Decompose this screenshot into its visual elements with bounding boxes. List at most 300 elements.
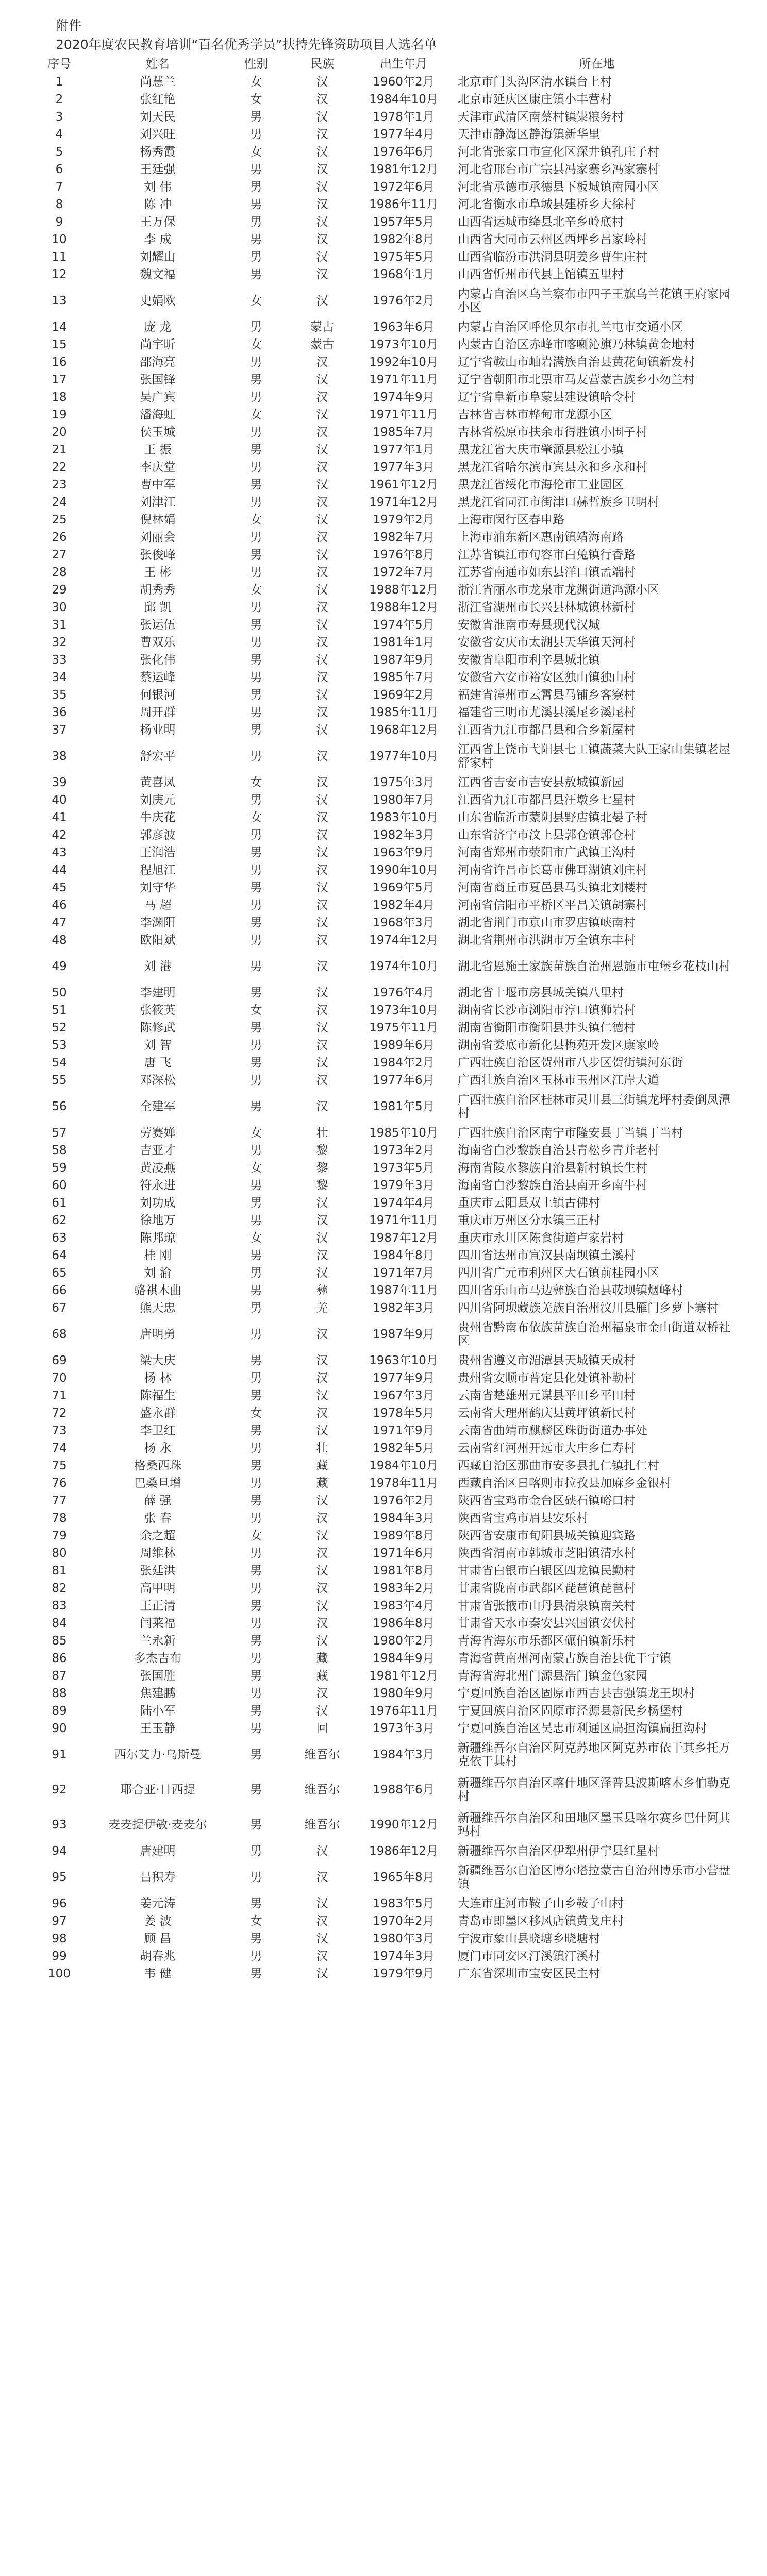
row-ethnicity: 维吾尔 bbox=[304, 1818, 340, 1832]
row-gender: 男 bbox=[250, 881, 262, 894]
row-birth: 1983年10月 bbox=[369, 811, 438, 824]
row-ethnicity: 汉 bbox=[316, 1231, 328, 1245]
row-location: 江苏省镇江市句容市白兔镇行香路 bbox=[458, 548, 636, 562]
row-ethnicity: 汉 bbox=[316, 163, 328, 176]
row-location: 云南省楚雄州元谋县平田乡平田村 bbox=[458, 1389, 636, 1402]
row-location: 贵州省安顺市普定县化处镇补勒村 bbox=[458, 1371, 636, 1385]
row-name: 曹双乐 bbox=[140, 636, 176, 649]
row-index: 23 bbox=[52, 478, 67, 492]
row-index: 96 bbox=[52, 1897, 67, 1910]
row-birth: 1975年11月 bbox=[369, 1021, 438, 1035]
row-index: 5 bbox=[55, 145, 63, 159]
row-gender: 女 bbox=[250, 811, 262, 824]
row-index: 46 bbox=[52, 899, 67, 912]
row-birth: 1981年1月 bbox=[373, 636, 435, 649]
row-gender: 女 bbox=[250, 1004, 262, 1017]
row-gender: 男 bbox=[250, 180, 262, 194]
row-index: 83 bbox=[52, 1599, 67, 1613]
row-name: 尚慧兰 bbox=[140, 75, 176, 89]
row-location: 陕西省渭南市韩城市芝阳镇清水村 bbox=[458, 1547, 636, 1560]
row-birth: 1961年12月 bbox=[369, 478, 438, 492]
table-row bbox=[26, 353, 741, 371]
row-name: 盛永群 bbox=[140, 1406, 176, 1420]
row-ethnicity: 汉 bbox=[316, 443, 328, 456]
document-title: 2020年度农民教育培训“百名优秀学员”扶持先锋资助项目人选名单 bbox=[56, 37, 437, 52]
row-birth: 1969年2月 bbox=[373, 688, 435, 702]
table-row bbox=[26, 774, 741, 791]
row-name: 刘 港 bbox=[144, 960, 172, 973]
row-location: 贵州省遵义市湄潭县天城镇天成村 bbox=[458, 1354, 636, 1367]
table-row bbox=[26, 1317, 741, 1352]
row-name: 韦 健 bbox=[144, 1967, 172, 1980]
row-index: 76 bbox=[52, 1477, 67, 1490]
table-row bbox=[26, 599, 741, 616]
row-name: 周开群 bbox=[140, 706, 176, 719]
row-index: 58 bbox=[52, 1144, 67, 1157]
row-location: 河南省许昌市长葛市佛耳湖镇刘庄村 bbox=[458, 863, 647, 877]
row-birth: 1982年7月 bbox=[373, 531, 435, 544]
row-birth: 1982年3月 bbox=[373, 828, 435, 842]
table-row bbox=[26, 1965, 741, 1982]
row-name: 刘津江 bbox=[140, 496, 176, 509]
row-birth: 1970年2月 bbox=[373, 1914, 435, 1928]
row-location: 厦门市同安区汀溪镇汀溪村 bbox=[458, 1950, 600, 1963]
header-name: 姓名 bbox=[146, 57, 170, 71]
row-ethnicity: 汉 bbox=[316, 75, 328, 89]
row-gender: 男 bbox=[250, 793, 262, 807]
row-location: 新疆维吾尔自治区伊犁州伊宁县红星村 bbox=[458, 1844, 659, 1858]
row-location: 福建省漳州市云霄县马铺乡客寮村 bbox=[458, 688, 636, 702]
row-gender: 男 bbox=[250, 268, 262, 281]
row-birth: 1981年12月 bbox=[369, 163, 438, 176]
table-row bbox=[26, 616, 741, 634]
row-birth: 1984年3月 bbox=[373, 1512, 435, 1525]
row-index: 73 bbox=[52, 1424, 67, 1437]
row-gender: 男 bbox=[250, 128, 262, 141]
row-gender: 男 bbox=[250, 1932, 262, 1945]
row-birth: 1982年4月 bbox=[373, 899, 435, 912]
row-name: 庞 龙 bbox=[144, 320, 172, 334]
row-birth: 1974年4月 bbox=[373, 1196, 435, 1210]
row-gender: 男 bbox=[250, 163, 262, 176]
table-row bbox=[26, 1124, 741, 1142]
row-index: 28 bbox=[52, 566, 67, 579]
row-location: 重庆市永川区陈食街道卢家岩村 bbox=[458, 1231, 624, 1245]
row-ethnicity: 汉 bbox=[316, 110, 328, 124]
row-birth: 1983年2月 bbox=[373, 1582, 435, 1595]
row-location: 云南省红河州开远市大庄乡仁寿村 bbox=[458, 1442, 636, 1455]
row-location: 黑龙江省大庆市肇源县松江小镇 bbox=[458, 443, 624, 456]
row-name: 麦麦提伊敏·麦麦尔 bbox=[108, 1818, 207, 1832]
row-ethnicity: 汉 bbox=[316, 1547, 328, 1560]
row-gender: 男 bbox=[250, 426, 262, 439]
row-location: 辽宁省阜新市阜蒙县建设镇哈令村 bbox=[458, 391, 636, 404]
row-name: 格桑西珠 bbox=[134, 1459, 181, 1472]
row-name: 张筱英 bbox=[140, 1004, 176, 1017]
row-ethnicity: 黎 bbox=[316, 1179, 328, 1192]
row-index: 71 bbox=[52, 1389, 67, 1402]
row-name: 李 成 bbox=[144, 233, 172, 246]
row-ethnicity: 汉 bbox=[316, 1529, 328, 1543]
row-name: 吕积寿 bbox=[140, 1871, 176, 1884]
row-birth: 1971年7月 bbox=[373, 1266, 435, 1280]
row-location: 广西壮族自治区玉林市玉州区江岸大道 bbox=[458, 1074, 659, 1087]
row-index: 10 bbox=[52, 233, 67, 246]
row-birth: 1987年12月 bbox=[369, 1231, 438, 1245]
row-ethnicity: 汉 bbox=[316, 828, 328, 842]
row-index: 66 bbox=[52, 1284, 67, 1297]
row-ethnicity: 汉 bbox=[316, 793, 328, 807]
row-name: 王 彬 bbox=[144, 566, 172, 579]
header-location: 所在地 bbox=[579, 57, 615, 71]
row-ethnicity: 汉 bbox=[316, 601, 328, 614]
row-location: 山东省临沂市蒙阴县野店镇北晏子村 bbox=[458, 811, 647, 824]
row-gender: 女 bbox=[250, 776, 262, 789]
row-gender: 男 bbox=[250, 1652, 262, 1665]
row-location: 云南省曲靖市麒麟区珠街街道办事处 bbox=[458, 1424, 647, 1437]
table-row bbox=[26, 1947, 741, 1965]
row-location: 辽宁省朝阳市北票市马友营蒙古族乡小勿兰村 bbox=[458, 373, 695, 386]
row-location: 广东省深圳市宝安区民主村 bbox=[458, 1967, 600, 1980]
row-index: 84 bbox=[52, 1617, 67, 1630]
row-gender: 男 bbox=[250, 355, 262, 369]
row-location: 青海省海北州门源县浩门镇金色家园 bbox=[458, 1669, 647, 1683]
row-gender: 男 bbox=[250, 1950, 262, 1963]
row-gender: 男 bbox=[250, 1871, 262, 1884]
row-location: 广西壮族自治区贺州市八步区贺街镇河东街 bbox=[458, 1056, 683, 1070]
row-index: 13 bbox=[52, 294, 67, 308]
row-birth: 1965年8月 bbox=[373, 1871, 435, 1884]
row-index: 24 bbox=[52, 496, 67, 509]
table-row bbox=[26, 826, 741, 844]
row-ethnicity: 汉 bbox=[316, 653, 328, 667]
row-location: 江苏省南通市如东县洋口镇孟端村 bbox=[458, 566, 636, 579]
row-ethnicity: 汉 bbox=[316, 1004, 328, 1017]
row-location: 安徽省六安市裕安区独山镇独山村 bbox=[458, 671, 636, 684]
row-birth: 1984年3月 bbox=[373, 1748, 435, 1761]
table-row bbox=[26, 896, 741, 914]
row-index: 48 bbox=[52, 934, 67, 947]
table-row bbox=[26, 1842, 741, 1860]
row-index: 91 bbox=[52, 1748, 67, 1761]
row-name: 邵海亮 bbox=[140, 355, 176, 369]
row-name: 史娟欧 bbox=[140, 294, 176, 308]
row-birth: 1981年12月 bbox=[369, 1669, 438, 1683]
row-index: 52 bbox=[52, 1021, 67, 1035]
row-birth: 1984年10月 bbox=[369, 1459, 438, 1472]
table-row bbox=[26, 809, 741, 826]
row-birth: 1992年10月 bbox=[369, 355, 438, 369]
table-row bbox=[26, 494, 741, 511]
table-row bbox=[26, 406, 741, 423]
table-row bbox=[26, 178, 741, 196]
row-index: 51 bbox=[52, 1004, 67, 1017]
row-ethnicity: 汉 bbox=[316, 1897, 328, 1910]
row-gender: 男 bbox=[250, 478, 262, 492]
table-row bbox=[26, 1264, 741, 1282]
row-gender: 男 bbox=[250, 1844, 262, 1858]
row-birth: 1974年10月 bbox=[369, 960, 438, 973]
row-name: 李渊阳 bbox=[140, 916, 176, 929]
row-index: 50 bbox=[52, 986, 67, 999]
row-ethnicity: 汉 bbox=[316, 618, 328, 632]
row-name: 陈 冲 bbox=[144, 198, 172, 211]
row-location: 海南省白沙黎族自治县青松乡青并老村 bbox=[458, 1144, 659, 1157]
row-gender: 男 bbox=[250, 601, 262, 614]
table-row bbox=[26, 651, 741, 669]
row-ethnicity: 蒙古 bbox=[310, 338, 334, 351]
row-ethnicity: 汉 bbox=[316, 1704, 328, 1718]
row-location: 黑龙江省同江市街津口赫哲族乡卫明村 bbox=[458, 496, 659, 509]
row-birth: 1981年8月 bbox=[373, 1564, 435, 1578]
row-gender: 男 bbox=[250, 636, 262, 649]
row-gender: 女 bbox=[250, 1161, 262, 1175]
row-location: 河北省承德市承德县下板城镇南园小区 bbox=[458, 180, 659, 194]
table-row bbox=[26, 984, 741, 1002]
row-birth: 1976年11月 bbox=[369, 1704, 438, 1718]
row-ethnicity: 汉 bbox=[316, 268, 328, 281]
row-ethnicity: 汉 bbox=[316, 899, 328, 912]
row-name: 吴广宾 bbox=[140, 391, 176, 404]
table-row bbox=[26, 1737, 741, 1772]
table-row bbox=[26, 108, 741, 126]
row-ethnicity: 汉 bbox=[316, 1914, 328, 1928]
row-ethnicity: 藏 bbox=[316, 1669, 328, 1683]
row-location: 浙江省丽水市龙泉市龙渊街道鸿源小区 bbox=[458, 583, 659, 597]
row-birth: 1967年3月 bbox=[373, 1389, 435, 1402]
row-ethnicity: 藏 bbox=[316, 1477, 328, 1490]
table-row bbox=[26, 388, 741, 406]
row-name: 刘丽会 bbox=[140, 531, 176, 544]
row-birth: 1980年9月 bbox=[373, 1687, 435, 1700]
row-gender: 男 bbox=[250, 1477, 262, 1490]
row-gender: 男 bbox=[250, 198, 262, 211]
row-name: 唐明勇 bbox=[140, 1328, 176, 1341]
row-location: 宁波市象山县晓塘乡晓塘村 bbox=[458, 1932, 600, 1945]
row-gender: 男 bbox=[250, 1897, 262, 1910]
table-row bbox=[26, 1037, 741, 1054]
table-header bbox=[26, 55, 741, 73]
table-row bbox=[26, 336, 741, 353]
row-birth: 1985年7月 bbox=[373, 426, 435, 439]
row-name: 张红艳 bbox=[140, 93, 176, 106]
row-name: 杨秀霞 bbox=[140, 145, 176, 159]
row-gender: 男 bbox=[250, 1371, 262, 1385]
row-ethnicity: 汉 bbox=[316, 1214, 328, 1227]
row-birth: 1983年5月 bbox=[373, 1897, 435, 1910]
row-location: 河南省商丘市夏邑县马头镇北刘楼村 bbox=[458, 881, 647, 894]
row-ethnicity: 壮 bbox=[316, 1126, 328, 1140]
table-row bbox=[26, 1002, 741, 1019]
row-gender: 男 bbox=[250, 671, 262, 684]
table-row bbox=[26, 1510, 741, 1527]
row-ethnicity: 汉 bbox=[316, 1617, 328, 1630]
row-gender: 女 bbox=[250, 75, 262, 89]
row-name: 符永进 bbox=[140, 1179, 176, 1192]
row-index: 59 bbox=[52, 1161, 67, 1175]
row-birth: 1988年6月 bbox=[373, 1783, 435, 1797]
row-birth: 1977年4月 bbox=[373, 128, 435, 141]
row-index: 32 bbox=[52, 636, 67, 649]
table-row bbox=[26, 371, 741, 388]
row-gender: 女 bbox=[250, 294, 262, 308]
row-location: 上海市闵行区春申路 bbox=[458, 513, 564, 527]
row-ethnicity: 汉 bbox=[316, 1424, 328, 1437]
row-ethnicity: 汉 bbox=[316, 688, 328, 702]
table-row bbox=[26, 1212, 741, 1229]
row-gender: 男 bbox=[250, 688, 262, 702]
row-name: 张廷洪 bbox=[140, 1564, 176, 1578]
row-name: 杨 林 bbox=[144, 1371, 172, 1385]
row-birth: 1971年11月 bbox=[369, 1214, 438, 1227]
row-index: 43 bbox=[52, 846, 67, 859]
table-row bbox=[26, 1159, 741, 1177]
row-location: 山西省忻州市代县上馆镇五里村 bbox=[458, 268, 624, 281]
row-name: 李建明 bbox=[140, 986, 176, 999]
row-ethnicity: 汉 bbox=[316, 1494, 328, 1507]
table-row bbox=[26, 634, 741, 651]
row-ethnicity: 藏 bbox=[316, 1652, 328, 1665]
table-row bbox=[26, 1930, 741, 1947]
row-index: 62 bbox=[52, 1214, 67, 1227]
row-location: 湖北省十堰市房县城关镇八里村 bbox=[458, 986, 624, 999]
row-birth: 1984年2月 bbox=[373, 1056, 435, 1070]
row-location: 江西省九江市都昌县汪墩乡七星村 bbox=[458, 793, 636, 807]
row-gender: 男 bbox=[250, 863, 262, 877]
row-ethnicity: 汉 bbox=[316, 1328, 328, 1341]
row-name: 张国胜 bbox=[140, 1669, 176, 1683]
row-name: 杨 永 bbox=[144, 1442, 172, 1455]
row-gender: 男 bbox=[250, 723, 262, 737]
table-row bbox=[26, 161, 741, 178]
row-birth: 1976年8月 bbox=[373, 548, 435, 562]
row-birth: 1963年9月 bbox=[373, 846, 435, 859]
row-location: 新疆维吾尔自治区博尔塔拉蒙古自治州博乐市小营盘镇 bbox=[458, 1864, 730, 1891]
row-location: 黑龙江省哈尔滨市宾县永和乡永和村 bbox=[458, 461, 647, 474]
table-row bbox=[26, 1562, 741, 1580]
row-birth: 1974年5月 bbox=[373, 618, 435, 632]
row-index: 77 bbox=[52, 1494, 67, 1507]
row-gender: 男 bbox=[250, 1179, 262, 1192]
row-birth: 1979年3月 bbox=[373, 1179, 435, 1192]
row-gender: 男 bbox=[250, 1722, 262, 1735]
row-birth: 1982年8月 bbox=[373, 233, 435, 246]
table-row bbox=[26, 1387, 741, 1404]
row-index: 82 bbox=[52, 1582, 67, 1595]
row-location: 甘肃省天水市秦安县兴国镇安伏村 bbox=[458, 1617, 636, 1630]
table-row bbox=[26, 1177, 741, 1194]
row-name: 张俊峰 bbox=[140, 548, 176, 562]
row-location: 浙江省湖州市长兴县林城镇林新村 bbox=[458, 601, 636, 614]
row-name: 薛 强 bbox=[144, 1494, 172, 1507]
row-name: 姜元涛 bbox=[140, 1897, 176, 1910]
row-name: 兰永新 bbox=[140, 1634, 176, 1648]
table-row bbox=[26, 1685, 741, 1702]
row-gender: 男 bbox=[250, 1301, 262, 1315]
row-index: 39 bbox=[52, 776, 67, 789]
row-name: 舒宏平 bbox=[140, 750, 176, 763]
row-gender: 男 bbox=[250, 1389, 262, 1402]
row-location: 湖北省恩施土家族苗族自治州恩施市屯堡乡花枝山村 bbox=[458, 960, 730, 973]
row-location: 河北省衡水市阜城县建桥乡大徐村 bbox=[458, 198, 636, 211]
row-birth: 1974年3月 bbox=[373, 1950, 435, 1963]
row-name: 吉亚才 bbox=[140, 1144, 176, 1157]
row-location: 吉林省吉林市桦甸市龙源小区 bbox=[458, 408, 612, 421]
table-row bbox=[26, 1632, 741, 1650]
row-gender: 男 bbox=[250, 1056, 262, 1070]
row-location: 贵州省黔南布依族苗族自治州福泉市金山街道双桥社区 bbox=[458, 1321, 730, 1348]
row-name: 邓深松 bbox=[140, 1074, 176, 1087]
table-row bbox=[26, 1072, 741, 1089]
row-name: 闫莱福 bbox=[140, 1617, 176, 1630]
row-location: 宁夏回族自治区固原市泾源县新民乡杨堡村 bbox=[458, 1704, 683, 1718]
row-index: 6 bbox=[55, 163, 63, 176]
row-birth: 1976年2月 bbox=[373, 1494, 435, 1507]
row-ethnicity: 汉 bbox=[316, 776, 328, 789]
table-row bbox=[26, 73, 741, 91]
row-location: 山西省运城市绛县北辛乡岭底村 bbox=[458, 215, 624, 229]
table-row bbox=[26, 1439, 741, 1457]
row-birth: 1980年3月 bbox=[373, 1932, 435, 1945]
table-row bbox=[26, 1019, 741, 1037]
row-name: 马 超 bbox=[144, 899, 172, 912]
table-row bbox=[26, 1247, 741, 1264]
row-name: 巴桑旦增 bbox=[134, 1477, 181, 1490]
row-index: 79 bbox=[52, 1529, 67, 1543]
row-ethnicity: 汉 bbox=[316, 1056, 328, 1070]
row-birth: 1982年5月 bbox=[373, 1442, 435, 1455]
table-row bbox=[26, 1352, 741, 1369]
header-ethnicity: 民族 bbox=[310, 57, 334, 71]
row-ethnicity: 汉 bbox=[316, 1354, 328, 1367]
row-location: 湖南省娄底市新化县梅苑开发区康家岭 bbox=[458, 1039, 659, 1052]
row-birth: 1990年10月 bbox=[369, 863, 438, 877]
row-name: 潘海虹 bbox=[140, 408, 176, 421]
row-index: 85 bbox=[52, 1634, 67, 1648]
row-gender: 女 bbox=[250, 408, 262, 421]
row-index: 53 bbox=[52, 1039, 67, 1052]
row-ethnicity: 汉 bbox=[316, 566, 328, 579]
row-index: 18 bbox=[52, 391, 67, 404]
header-index: 序号 bbox=[47, 57, 71, 71]
row-gender: 男 bbox=[250, 1582, 262, 1595]
row-birth: 1968年1月 bbox=[373, 268, 435, 281]
table-row bbox=[26, 1492, 741, 1510]
row-ethnicity: 汉 bbox=[316, 496, 328, 509]
row-location: 北京市延庆区康庄镇小丰营村 bbox=[458, 93, 612, 106]
row-ethnicity: 羌 bbox=[316, 1301, 328, 1315]
table-row bbox=[26, 721, 741, 739]
row-gender: 女 bbox=[250, 145, 262, 159]
row-ethnicity: 汉 bbox=[316, 355, 328, 369]
attachment-label: 附件 bbox=[56, 18, 82, 33]
row-index: 35 bbox=[52, 688, 67, 702]
row-index: 14 bbox=[52, 320, 67, 334]
table-row bbox=[26, 1772, 741, 1807]
row-index: 17 bbox=[52, 373, 67, 386]
row-ethnicity: 汉 bbox=[316, 1249, 328, 1262]
row-birth: 1987年9月 bbox=[373, 653, 435, 667]
row-index: 88 bbox=[52, 1687, 67, 1700]
row-birth: 1979年9月 bbox=[373, 1967, 435, 1980]
row-ethnicity: 汉 bbox=[316, 1932, 328, 1945]
row-index: 89 bbox=[52, 1704, 67, 1718]
row-gender: 男 bbox=[250, 1669, 262, 1683]
row-gender: 女 bbox=[250, 513, 262, 527]
row-gender: 男 bbox=[250, 443, 262, 456]
table-row bbox=[26, 476, 741, 494]
table-row bbox=[26, 1895, 741, 1912]
